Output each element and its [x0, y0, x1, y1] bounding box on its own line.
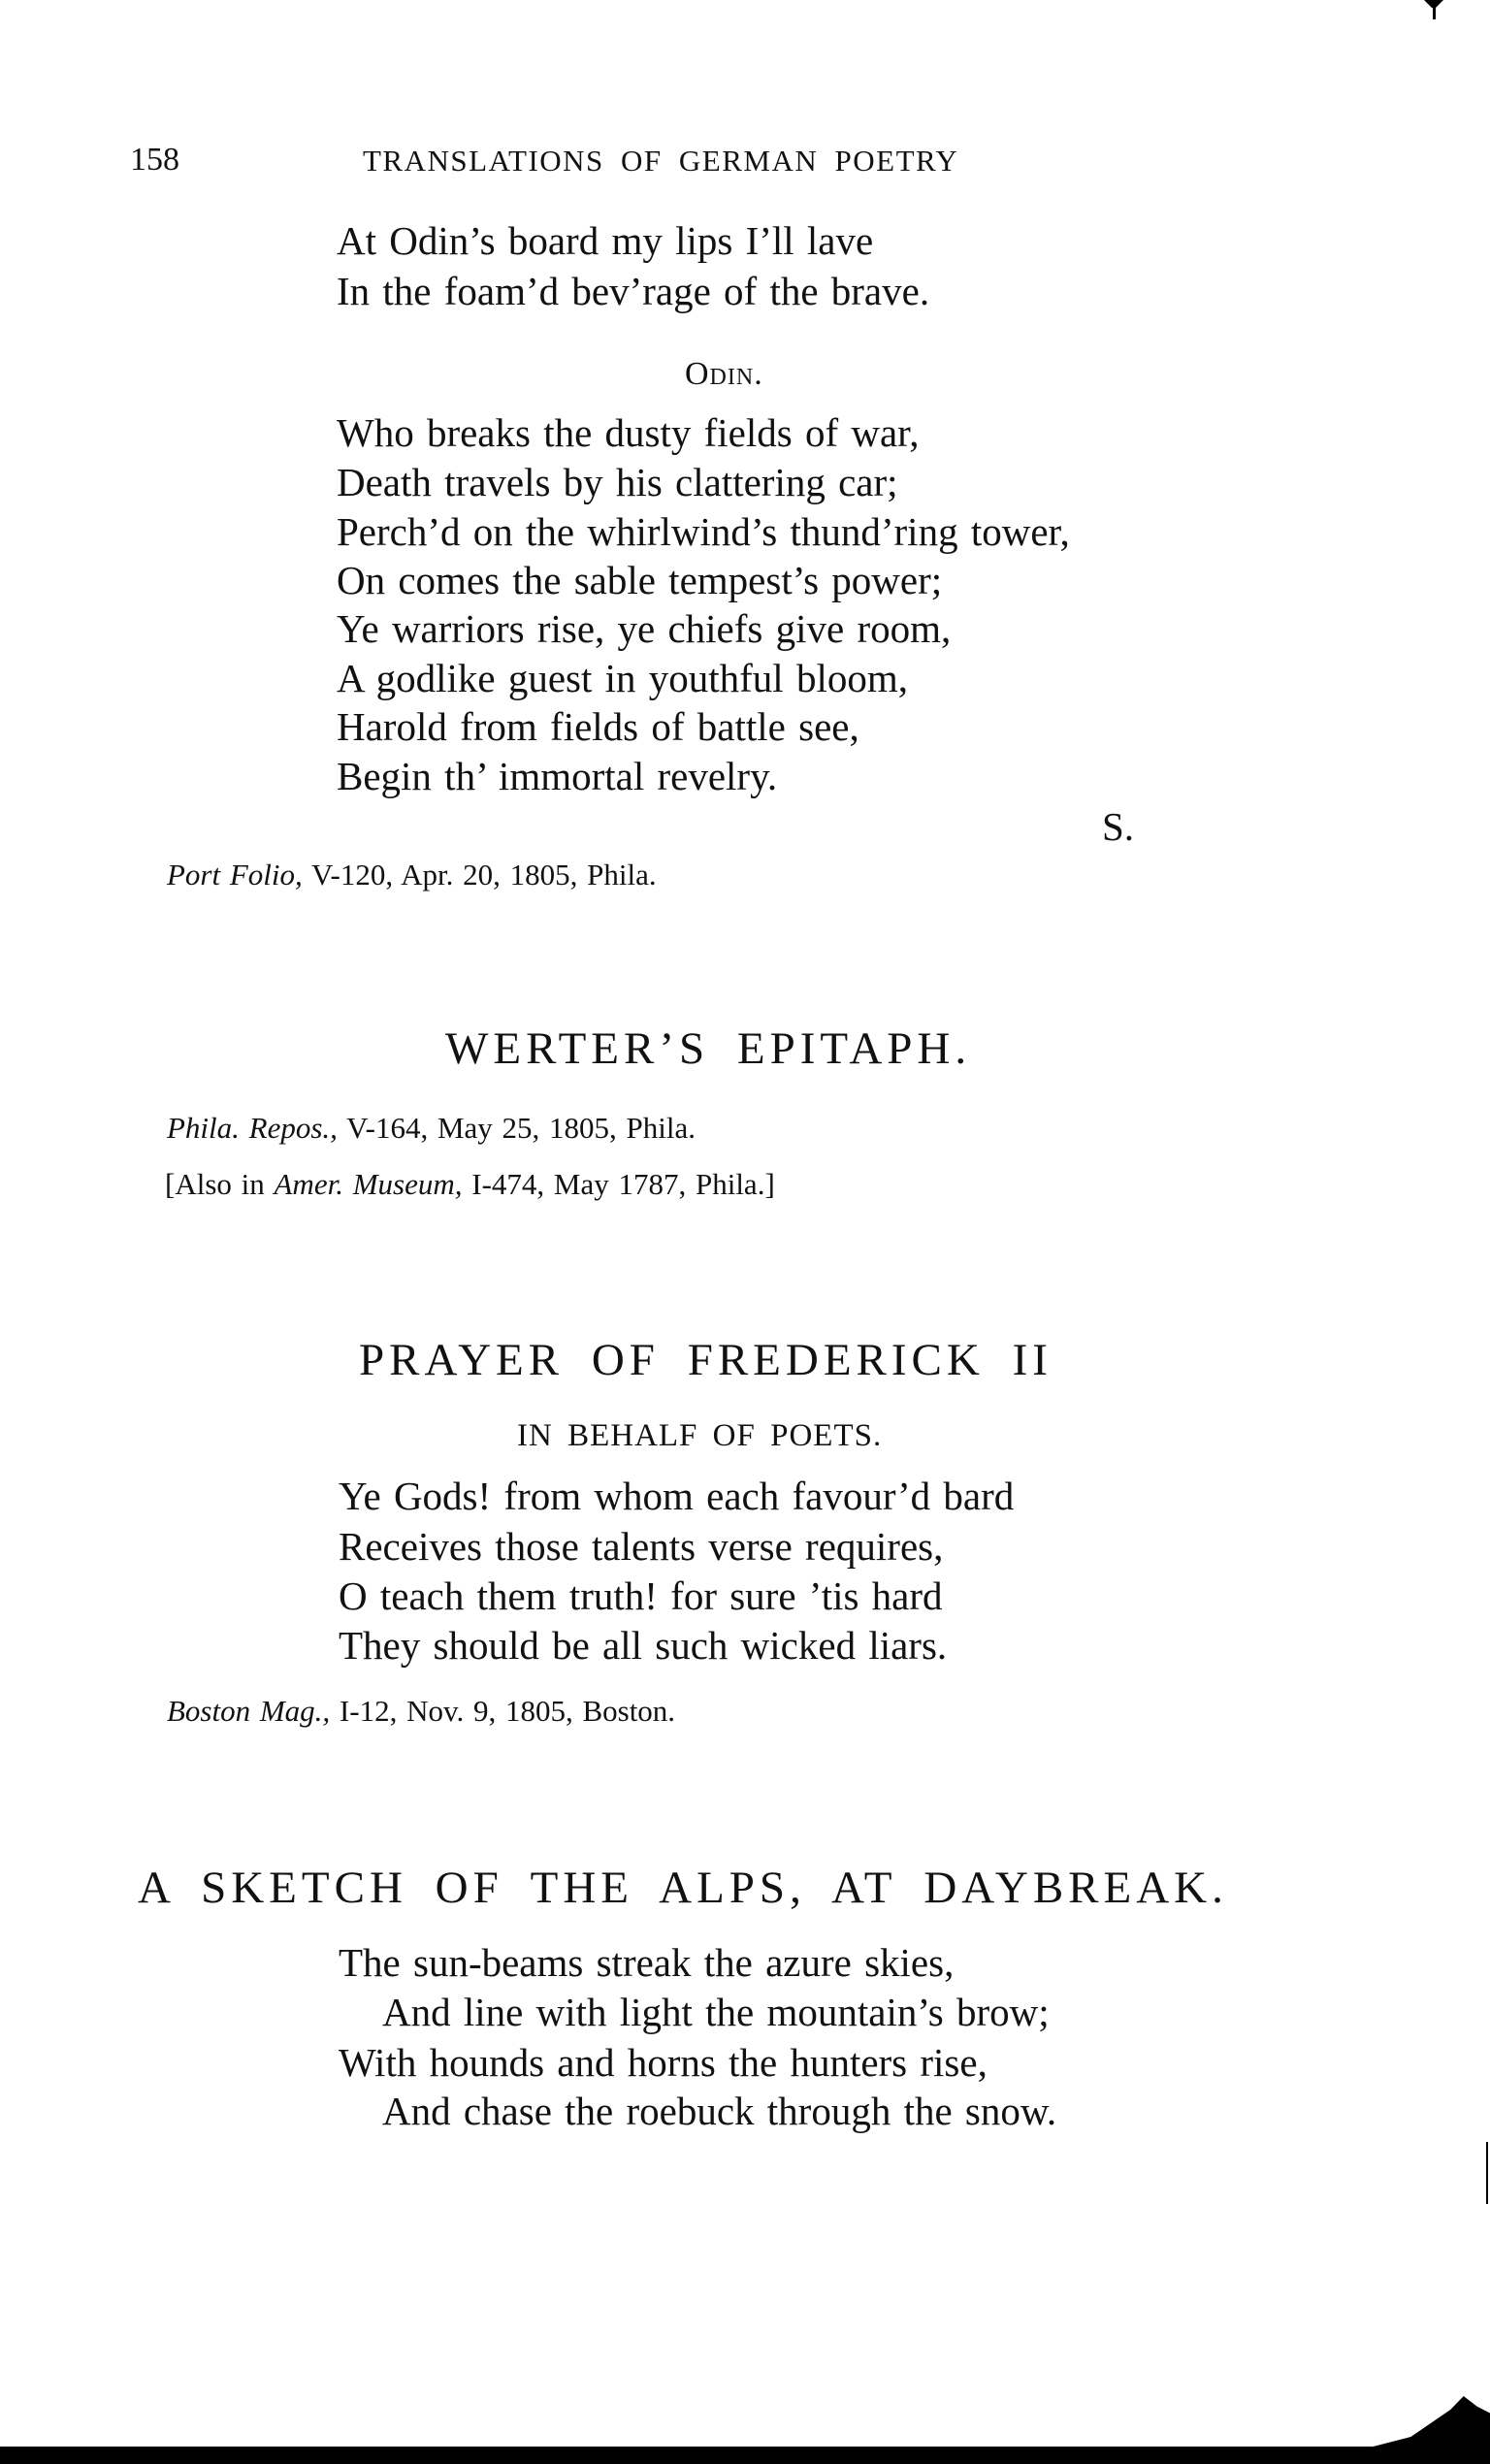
citation-prefix: [Also in — [165, 1167, 275, 1201]
poem-line: A godlike guest in youthful bloom, — [337, 656, 908, 700]
page-corner-curl — [1358, 2396, 1490, 2464]
citation-source: Amer. Museum, — [274, 1167, 463, 1201]
scan-artifact-top-right-stem — [1433, 6, 1436, 19]
poem-line: At Odin’s board my lips I’ll lave — [337, 218, 874, 263]
poem-line: Harold from fields of battle see, — [337, 704, 859, 749]
poem-line: With hounds and horns the hunters rise, — [339, 2040, 988, 2085]
section-title-alps: A SKETCH OF THE ALPS, AT DAYBREAK. — [138, 1863, 1228, 1913]
citation-details: I-474, May 1787, Phila.] — [462, 1167, 775, 1201]
citation-source: Boston Mag., — [167, 1694, 331, 1728]
citation-details: V-164, May 25, 1805, Phila. — [337, 1111, 696, 1145]
citation-port-folio — [167, 859, 657, 890]
speaker-label: Odin. — [685, 356, 763, 392]
poem-line: Ye Gods! from whom each favour’d bard — [339, 1474, 1015, 1518]
poem-line: Death travels by his clattering car; — [337, 460, 898, 504]
citation-source: Port Folio, — [167, 858, 303, 892]
poem-line: Begin th’ immortal revelry. — [337, 754, 778, 798]
poem-line-indented: And line with light the mountain’s brow; — [382, 1990, 1050, 2034]
poem-line-indented: And chase the roebuck through the snow. — [382, 2089, 1057, 2133]
page-edge-shadow-bottom — [0, 2447, 1426, 2464]
poem-line: Who breaks the dusty fields of war, — [337, 410, 920, 455]
running-title: TRANSLATIONS OF GERMAN POETRY — [363, 144, 959, 178]
poem-line: On comes the sable tempest’s power; — [337, 558, 943, 602]
section-title-werter: WERTER’S EPITAPH. — [445, 1023, 972, 1074]
poem-line: Perch’d on the whirlwind’s thund’ring tower, — [337, 509, 1070, 554]
citation-boston-mag — [167, 1696, 675, 1726]
citation-details: V-120, Apr. 20, 1805, Phila. — [302, 858, 657, 892]
poem-line: In the foam’d bev’rage of the brave. — [337, 269, 930, 313]
poem-line: The sun-beams streak the azure skies, — [339, 1940, 955, 1985]
citation-source: Phila. Repos., — [167, 1111, 338, 1145]
section-title-prayer: PRAYER OF FREDERICK II — [359, 1335, 1053, 1385]
poem-line: They should be all such wicked liars. — [339, 1623, 948, 1668]
section-subtitle-prayer: IN BEHALF OF POETS. — [517, 1418, 883, 1453]
page-number: 158 — [130, 142, 179, 178]
citation-phila-repos — [167, 1113, 696, 1143]
poem-line: O teach them truth! for sure ’tis hard — [339, 1573, 943, 1618]
citation-details: I-12, Nov. 9, 1805, Boston. — [330, 1694, 676, 1728]
poem-line: Ye warriors rise, ye chiefs give room, — [337, 606, 952, 651]
poem-line: Receives those talents verse requires, — [339, 1524, 944, 1569]
citation-amer-museum — [165, 1169, 775, 1199]
signature: S. — [1102, 804, 1135, 849]
scan-artifact-right-line — [1486, 2142, 1488, 2204]
